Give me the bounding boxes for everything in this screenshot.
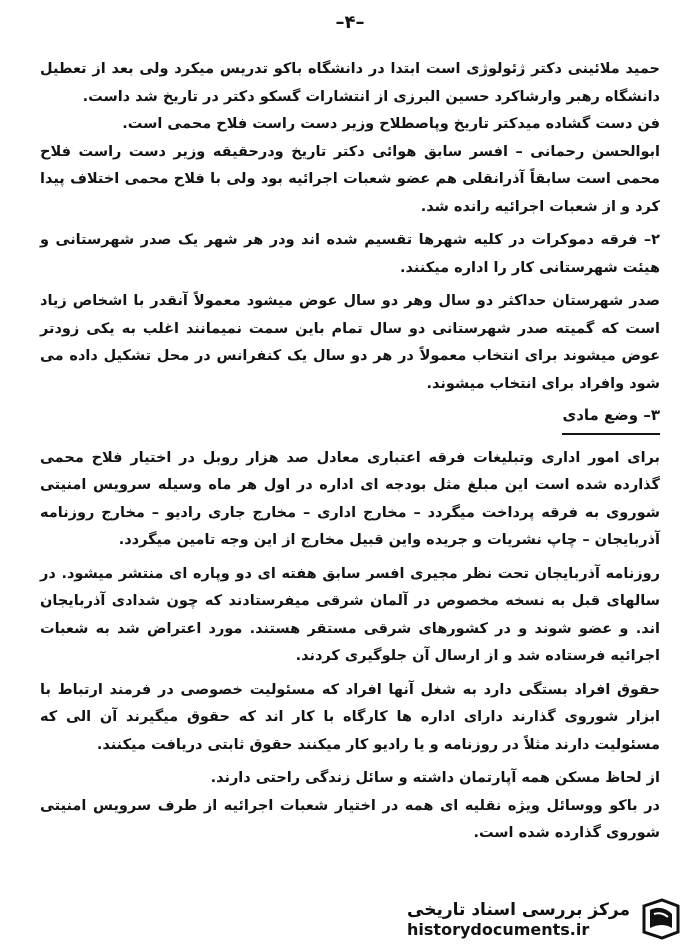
- paragraph: در باکو ووسائل ویژه نقلیه ای همه در اختیار شعبات اجرائیه از طرف سرویس امنیتی شوروی گذارده شده است.: [40, 797, 660, 841]
- watermark-english: historydocuments.ir: [407, 919, 590, 939]
- paragraph: ابوالحسن رحمانی – افسر سابق هوائی دکتر تاریخ ودرحقیقه وزیر دست راست فلاح محمی است سابقاً آذرانقلی هم عضو شعبات اجرائیه بود ولی با فلاح محمی اختلاف پیدا کرد و از شعبات اجرائیه رانده شد.: [40, 143, 660, 215]
- paragraph: برای امور اداری وتبلیغات فرقه اعتباری معادل صد هزار روبل در اختیار فلاح محمی گذارده شده است این مبلغ مثل بودجه ای اداره در اول هر ماه وسیله سرویس امنیتی شوروی به فرقه پرداخت میگردد – مخارج اداری – مخارج جاری رادیو – مخارج روزنامه آذربایجان – چاپ نشریات و جریده واین قبیل مخارج از این وجه تامین میگردد.: [40, 449, 660, 548]
- paragraph: فن دست گشاده میدکتر تاریخ وپاصطلاح وزیر دست راست فلاح محمی است.: [122, 116, 660, 132]
- section-heading-wrapper: [40, 398, 660, 445]
- page-number: –۴–: [335, 12, 365, 33]
- section-heading: ۳– وضع مادی: [562, 402, 660, 435]
- watermark: [401, 892, 690, 946]
- paragraph: صدر شهرستان حداکثر دو سال وهر دو سال عوض میشود معمولاً آنقدر با اشخاص زیاد است که گمیته صدر شهرستانی دو سال تمام باین سمت نمیمانند اغلب به یکی زودتر عوض میشوند برای انتخاب معمولاً در هر دو سال یک کنفرانس در محل تشکیل داده می شود وافراد برای انتخاب میشوند.: [40, 293, 660, 392]
- paragraph: حقوق افراد بستگی دارد به شغل آنها افراد که مسئولیت خصوصی در فرمند ارتباط با ابزار شوروی گذارند دارای اداره ها کارگاه با کار اند که حقوق میگیرند آن الی که مسئولیت دارند مثلاً در روزنامه و یا رادیو کار میکنند حقوق ثابتی دریافت میکنند.: [40, 681, 660, 753]
- paragraph: از لحاظ مسکن همه آپارتمان داشته و سائل زندگی راحتی دارند.: [210, 770, 660, 786]
- paragraph: حمید ملائینی دکتر ژئولوژی است ابتدا در دانشگاه باکو تدریس میکرد ولی بعد از تعطیل دانشگاه رهبر وارشاکرد حسین البرزی از انتشارات گسکو دکتر در تاریخ شد داست.: [40, 61, 660, 105]
- archive-logo-icon: [638, 896, 684, 942]
- paragraph: ۲– فرقه دموکرات در کلیه شهرها تقسیم شده اند ودر هر شهر یک صدر شهرستانی و هیئت شهرستانی کار را اداره میکنند.: [40, 232, 660, 276]
- document-body: [40, 56, 660, 848]
- watermark-text: [407, 900, 630, 939]
- watermark-persian: مرکز بررسی اسناد تاریخی: [407, 899, 630, 920]
- paragraph: روزنامه آذربایجان تحت نظر مجیری افسر سابق هفته ای دو وپاره ای منتشر میشود. در سالهای قبل به نسخه مخصوص در آلمان شرقی میفرستادند که چون شدادی آذربایجان اند. و عضو شوند و در کشورهای شرقی مستقر هستند. مورد اعتراض شد به شعبات اجرائیه فرستاده شد و از ارسال آن جلوگیری کردند.: [40, 565, 660, 664]
